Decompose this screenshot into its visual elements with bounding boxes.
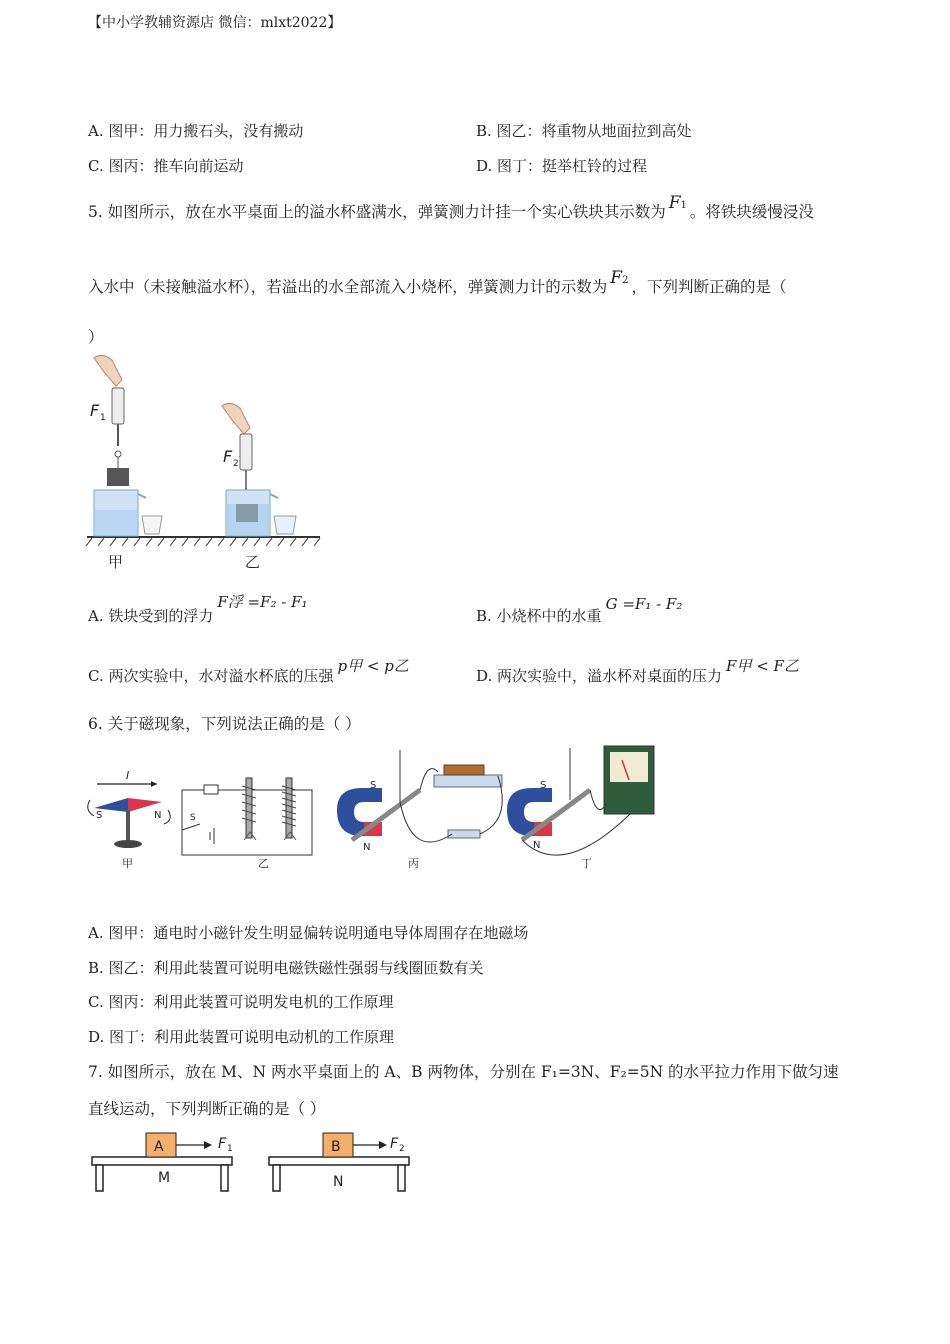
q6-fig-label-b: 乙 [258, 857, 269, 870]
svg-text:1: 1 [100, 413, 106, 423]
q5-stem-text2-end: ，下列判断正确的是（ [631, 278, 787, 296]
svg-text:S: S [540, 780, 547, 791]
q5-figure [82, 350, 327, 575]
q4-option-d[interactable]: D. 图丁：挺举杠铃的过程 [476, 157, 648, 175]
q5-option-d[interactable]: D. 两次实验中，溢水杯对桌面的压力F甲 < F乙 [476, 657, 799, 685]
q4-option-b[interactable]: B. 图乙：将重物从地面拉到高处 [476, 122, 692, 140]
q5-fig-f1-label: F [90, 401, 100, 420]
q5-option-d-formula: F甲 < F乙 [726, 657, 799, 675]
svg-text:N: N [363, 842, 371, 853]
q5-option-a[interactable]: A. 铁块受到的浮力F浮 =F₂ - F₁ [88, 593, 308, 625]
q5-option-b-formula: G =F₁ - F₂ [605, 595, 683, 613]
svg-text:F: F [218, 1136, 227, 1152]
svg-text:1: 1 [227, 1144, 233, 1154]
q5-option-b[interactable]: B. 小烧杯中的水重G =F₁ - F₂ [476, 595, 683, 625]
svg-text:N: N [154, 810, 162, 821]
q5-stem-text1: 5. 如图所示，放在水平桌面上的溢水杯盛满水，弹簧测力计挂一个实心铁块其示数为 [88, 203, 666, 221]
q5-option-a-formula: F浮 =F₂ - F₁ [217, 593, 308, 611]
svg-text:S: S [370, 780, 377, 791]
q7-figure [88, 1128, 418, 1198]
q6-option-b[interactable]: B. 图乙：利用此装置可说明电磁铁磁性强弱与线圈匝数有关 [88, 959, 484, 977]
q5-stem-text2: 入水中（未接触溢水杯），若溢出的水全部流入小烧杯，弹簧测力计的示数为 [88, 278, 608, 296]
q5-fig-label-right: 乙 [245, 553, 261, 571]
hand-icon [94, 355, 122, 386]
q6-fig-label-a: 甲 [122, 857, 133, 870]
svg-text:2: 2 [233, 459, 239, 469]
current-label: I [126, 769, 130, 782]
q6-fig-b [182, 778, 312, 855]
svg-text:F: F [390, 1136, 399, 1152]
table-n-label: N [333, 1174, 344, 1190]
svg-text:S: S [96, 810, 103, 821]
svg-text:B: B [331, 1139, 341, 1155]
page-header: 【中小学教辅资源店 微信：mlxt2022】 [88, 15, 342, 31]
svg-text:F: F [223, 447, 233, 466]
q6-fig-label-c: 丙 [408, 857, 419, 870]
q6-fig-label-d: 丁 [581, 857, 592, 870]
q6-fig-c [337, 750, 502, 853]
q7-stem-line1: 7. 如图所示，放在 M、N 两水平桌面上的 A、B 两物体，分别在 F₁=3N、F₂=5N 的水平拉力作用下做匀速 [88, 1063, 839, 1081]
q4-option-a[interactable]: A. 图甲：用力搬石头，没有搬动 [88, 122, 304, 140]
table-m-label: M [158, 1170, 171, 1186]
q5-option-c[interactable]: C. 两次实验中，水对溢水杯底的压强p甲 < p乙 [88, 657, 409, 685]
svg-text:2: 2 [399, 1144, 405, 1154]
q4-option-c[interactable]: C. 图丙：推车向前运动 [88, 157, 244, 175]
q5-option-c-formula: p甲 < p乙 [337, 657, 409, 675]
q5-stem-line3: ） [88, 328, 104, 346]
q7-stem-line2: 直线运动，下列判断正确的是（ ） [88, 1100, 326, 1118]
svg-text:N: N [533, 840, 541, 851]
q6-option-c[interactable]: C. 图丙：利用此装置可说明发电机的工作原理 [88, 993, 394, 1011]
q6-stem: 6. 关于磁现象，下列说法正确的是（ ） [88, 715, 361, 733]
q6-fig-d [507, 746, 654, 855]
q6-fig-a [88, 769, 171, 848]
q6-option-a[interactable]: A. 图甲：通电时小磁针发生明显偏转说明通电导体周围存在地磁场 [88, 924, 529, 942]
q5-stem-line2 [88, 268, 787, 297]
q5-f1-symbol: F1 [668, 193, 687, 213]
q5-stem-line1 [88, 193, 814, 222]
q6-option-d[interactable]: D. 图丁：利用此装置可说明电动机的工作原理 [88, 1028, 395, 1046]
svg-text:S: S [190, 813, 196, 823]
q5-fig-label-left: 甲 [108, 553, 124, 571]
q5-f2-symbol: F2 [610, 268, 629, 288]
svg-text:A: A [154, 1139, 164, 1155]
q5-stem-text1-end: 。将铁块缓慢浸没 [689, 203, 814, 221]
